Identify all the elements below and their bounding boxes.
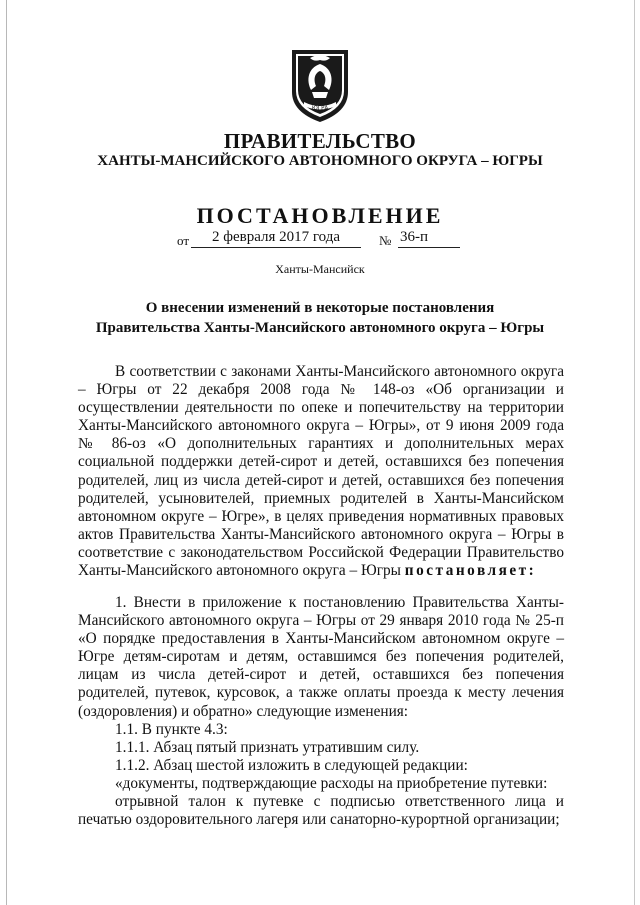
amendments-list: [78, 594, 564, 829]
document-date: 2 февраля 2017 года: [191, 229, 361, 248]
resolves-word: постановляет:: [404, 562, 537, 580]
document-number: 36-п: [398, 229, 460, 248]
preamble-paragraph: [78, 363, 564, 580]
date-number-line: [0, 229, 640, 251]
coat-of-arms-icon: [286, 46, 354, 124]
list-item: отрывной талон к путевке с подписью ответственного лица и печатью оздоровительного лагеря или санаторно-курортной организации;: [78, 793, 564, 829]
document-type: ПОСТАНОВЛЕНИЕ: [196, 203, 444, 228]
subject-line-1: О внесении изменений в некоторые постановления: [145, 300, 495, 316]
number-prefix: №: [379, 233, 392, 248]
region-title: ХАНТЫ-МАНСИЙСКОГО АВТОНОМНОГО ОКРУГА – ЮГРЫ: [97, 153, 543, 169]
list-item: 1.1. В пункте 4.3:: [115, 720, 228, 738]
government-title: ПРАВИТЕЛЬСТВО: [223, 129, 417, 153]
subject-line-2: Правительства Ханты-Мансийского автономного округа – Югры: [95, 320, 545, 336]
list-item: 1.1.2. Абзац шестой изложить в следующей редакции:: [115, 756, 468, 774]
list-item: «документы, подтверждающие расходы на приобретение путевки:: [115, 774, 548, 792]
list-item: 1. Внести в приложение к постановлению Правительства Ханты-Мансийского автономного округа – Югры от 29 января 2010 года № 25-п «О порядке предоставления в Ханты-Мансийском автономном округе – Югре детям-сиротам и детям, оставшимся без попечения родителей, лицам из числа детей-сирот и детей, оставшихся без попечения родителей, путевок, курсовок, а также оплаты проезда к месту лечения (оздоровления) и обратно» следующие изменения:: [78, 594, 564, 720]
document-subject: [0, 298, 640, 338]
date-prefix: от: [177, 233, 190, 248]
list-item: 1.1.1. Абзац пятый признать утратившим силу.: [115, 738, 420, 756]
preamble-text: В соответствии с законами Ханты-Мансийского автономного округа – Югры от 22 декабря 2008 года № 148-оз «Об организации и осуществлении деятельности по опеке и попечительству на территории Ханты-Мансийского автономного округа – Югры», от 9 июня 2009 года № 86-оз «О дополнительных гарантиях и дополнительных мерах социальной поддержки детей-сирот и детей, оставшихся без попечения родителей, лиц из числа детей-сирот и детей, оставшихся без попечения родителей, усыновителей, приемных родителей в Ханты-Мансийском автономном округе – Югре», в целях приведения нормативных правовых актов Правительства Ханты-Мансийского автономного округа – Югры в соответствие с законодательством Российской Федерации Правительство Ханты-Мансийского автономного округа – Югры: [78, 363, 564, 580]
emblem-caption: ЮГРА: [311, 105, 329, 112]
city: Ханты-Мансийск: [275, 262, 365, 276]
